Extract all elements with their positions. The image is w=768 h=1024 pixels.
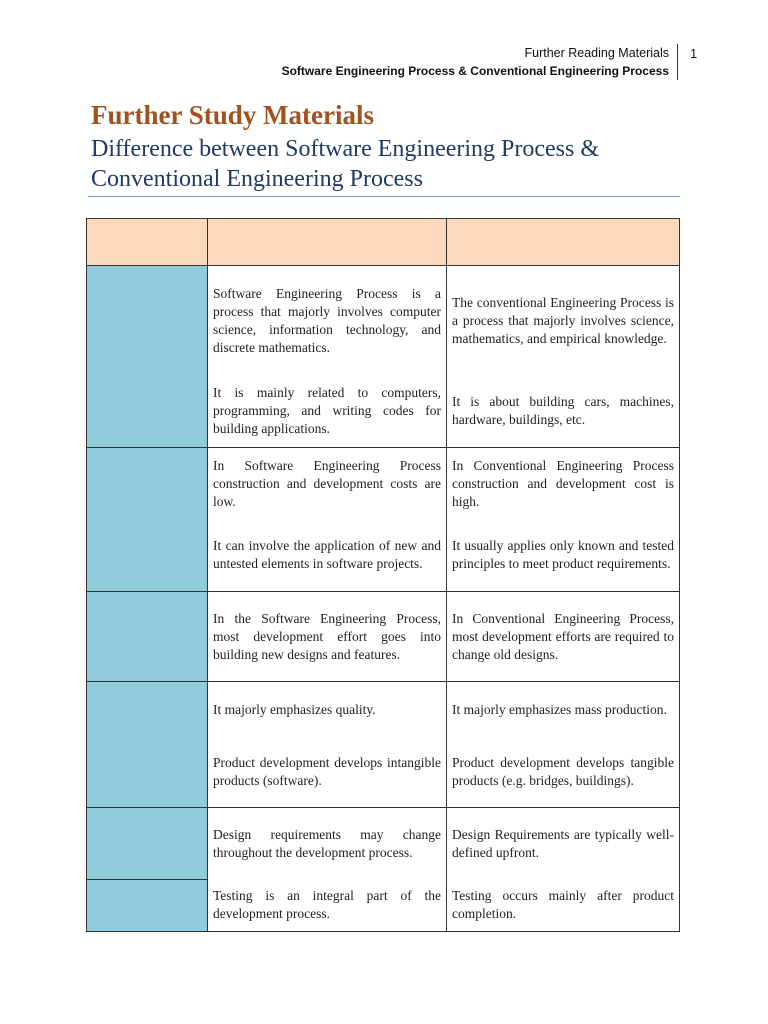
software-cell: Product development develops intangible products (software). [208, 738, 447, 808]
table-row [87, 682, 680, 738]
row-group-label [87, 808, 208, 880]
table-row [87, 880, 680, 932]
comparison-table [86, 218, 680, 932]
software-cell: It majorly emphasizes quality. [208, 682, 447, 738]
title-divider [88, 196, 680, 197]
conventional-cell: Testing occurs mainly after product completion. [447, 880, 680, 932]
table-header-cell [447, 219, 680, 266]
software-cell: Design requirements may change throughout the development process. [208, 808, 447, 880]
table-row [87, 448, 680, 520]
conventional-cell: Design Requirements are typically well-defined upfront. [447, 808, 680, 880]
table-header-cell [208, 219, 447, 266]
conventional-cell: It usually applies only known and tested principles to meet product requirements. [447, 520, 680, 592]
page-header [282, 44, 678, 80]
row-group-label [87, 682, 208, 808]
conventional-cell: In Conventional Engineering Process construction and development cost is high. [447, 448, 680, 520]
header-line-1: Further Reading Materials [524, 46, 669, 60]
software-cell: It is mainly related to computers, programming, and writing codes for building applications. [208, 376, 447, 448]
table-row [87, 808, 680, 880]
conventional-cell: It is about building cars, machines, hardware, buildings, etc. [447, 376, 680, 448]
table-header-row [87, 219, 680, 266]
header-line-2: Software Engineering Process & Conventional Engineering Process [281, 64, 669, 78]
row-group-label [87, 266, 208, 448]
page-subtitle: Difference between Software Engineering Process & Conventional Engineering Process [91, 136, 600, 192]
software-cell: In Software Engineering Process construction and development costs are low. [208, 448, 447, 520]
row-group-label [87, 592, 208, 682]
row-group-label [87, 880, 208, 932]
page-title: Further Study Materials [91, 100, 374, 130]
software-cell: Software Engineering Process is a process that majorly involves computer science, information technology, and discrete mathematics. [208, 266, 447, 376]
conventional-cell: In Conventional Engineering Process, most development efforts are required to change old designs. [447, 592, 680, 682]
conventional-cell: The conventional Engineering Process is a process that majorly involves science, mathematics, and empirical knowledge. [447, 266, 680, 376]
software-cell: Testing is an integral part of the development process. [208, 880, 447, 932]
software-cell: It can involve the application of new and untested elements in software projects. [208, 520, 447, 592]
software-cell: In the Software Engineering Process, most development effort goes into building new designs and features. [208, 592, 447, 682]
row-group-label [87, 448, 208, 592]
table-row [87, 266, 680, 376]
page-number: 1 [690, 46, 698, 61]
conventional-cell: Product development develops tangible products (e.g. bridges, buildings). [447, 738, 680, 808]
table-row [87, 592, 680, 682]
conventional-cell: It majorly emphasizes mass production. [447, 682, 680, 738]
table-header-cell [87, 219, 208, 266]
